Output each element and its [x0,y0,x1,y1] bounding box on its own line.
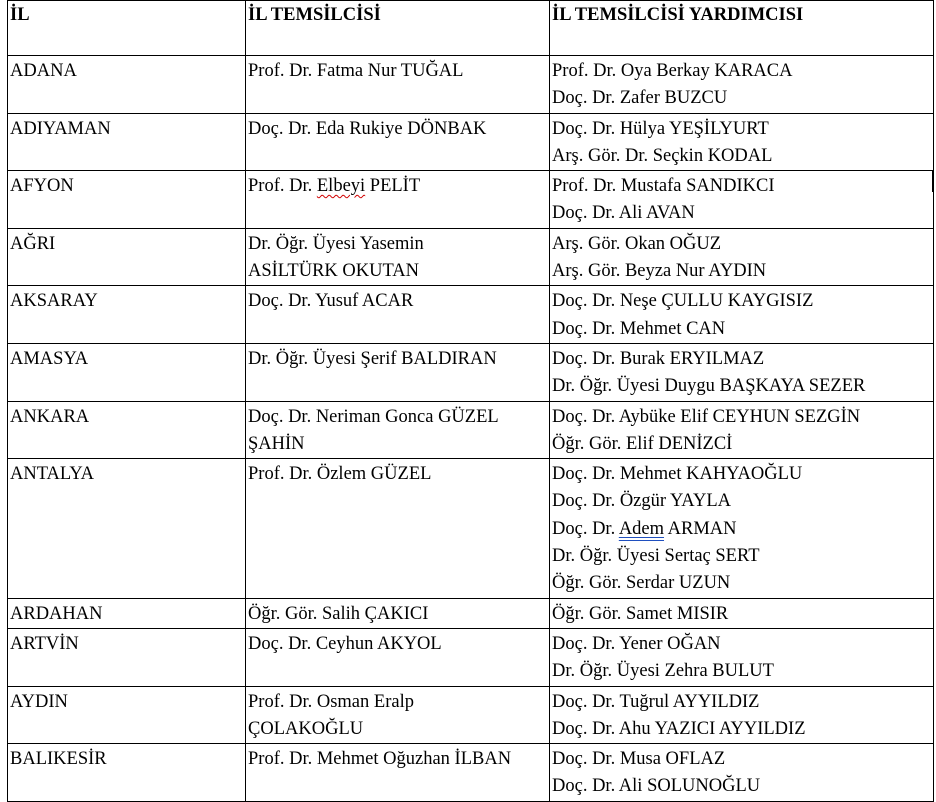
cell-temsilci [246,286,550,344]
il-name: AMASYA [10,348,89,369]
cell-il [8,113,246,171]
table-row [8,113,934,171]
il-name: ARTVİN [10,633,79,654]
il-name: BALIKESİR [10,749,107,770]
temsilci-line: Prof. Dr. Elbeyi PELİT [248,176,421,197]
table-row [8,598,934,628]
cell-yardimci [550,744,934,802]
il-name: AĞRI [10,233,56,254]
temsilci-line: Doç. Dr. Neriman Gonca GÜZEL [248,406,499,427]
cell-yardimci [550,401,934,459]
yardimci-line: Dr. Öğr. Üyesi Duygu BAŞKAYA SEZER [552,376,866,397]
il-name: ADIYAMAN [10,118,111,139]
cell-il [8,343,246,401]
yardimci-line: Arş. Gör. Dr. Seçkin KODAL [552,145,773,166]
cell-il [8,286,246,344]
yardimci-line: Öğr. Gör. Elif DENİZCİ [552,433,733,454]
cell-yardimci [550,686,934,744]
edge-mark [932,170,933,192]
cell-temsilci [246,113,550,171]
table-row [8,401,934,459]
temsilci-line: ÇOLAKOĞLU [248,718,364,739]
cell-yardimci [550,598,934,628]
temsilci-line: Prof. Dr. Osman Eralp [248,691,414,712]
cell-il [8,628,246,686]
temsilci-line: ASİLTÜRK OKUTAN [248,261,420,282]
cell-il [8,459,246,598]
temsilci-line: Doç. Dr. Yusuf ACAR [248,291,414,312]
yardimci-line: Doç. Dr. Burak ERYILMAZ [552,348,765,369]
cell-temsilci [246,598,550,628]
cell-il [8,171,246,229]
cell-il [8,744,246,802]
table-row [8,744,934,802]
yardimci-line: Doç. Dr. Ahu YAZICI AYYILDIZ [552,718,806,739]
yardimci-line: Doç. Dr. Mehmet CAN [552,318,726,339]
cell-yardimci [550,286,934,344]
yardimci-line: Doç. Dr. Aybüke Elif CEYHUN SEZGİN [552,406,861,427]
cell-yardimci [550,628,934,686]
yardimci-line: Doç. Dr. Yener OĞAN [552,633,721,654]
table-row [8,228,934,286]
cell-il [8,401,246,459]
table-row [8,343,934,401]
cell-yardimci [550,113,934,171]
il-name: AFYON [10,176,74,197]
header-il: İL [8,1,246,56]
yardimci-line: Dr. Öğr. Üyesi Zehra BULUT [552,661,774,682]
temsilci-line: Öğr. Gör. Salih ÇAKICI [248,603,429,624]
yardimci-line: Prof. Dr. Mustafa SANDIKCI [552,176,775,197]
table-body [8,56,934,802]
table-row [8,286,934,344]
table-row [8,686,934,744]
temsilci-line: Prof. Dr. Mehmet Oğuzhan İLBAN [248,749,512,770]
temsilci-line: ŞAHİN [248,433,305,454]
cell-yardimci [550,171,934,229]
yardimci-line: Arş. Gör. Okan OĞUZ [552,233,722,254]
cell-il [8,228,246,286]
representatives-table [7,0,934,802]
cell-temsilci [246,628,550,686]
cell-temsilci [246,56,550,114]
cell-temsilci [246,171,550,229]
table-row [8,459,934,598]
header-yardimci: İL TEMSİLCİSİ YARDIMCISI [550,1,934,56]
yardimci-line: Doç. Dr. Hülya YEŞİLYURT [552,118,769,139]
il-name: ANTALYA [10,464,95,485]
temsilci-line: Dr. Öğr. Üyesi Şerif BALDIRAN [248,348,497,369]
cell-yardimci [550,343,934,401]
cell-temsilci [246,401,550,459]
header-temsilci: İL TEMSİLCİSİ [246,1,550,56]
yardimci-line: Doç. Dr. Adem ARMAN [552,518,737,539]
yardimci-line: Doç. Dr. Özgür YAYLA [552,491,731,512]
cell-yardimci [550,56,934,114]
cell-yardimci [550,459,934,598]
yardimci-line: Öğr. Gör. Samet MISIR [552,603,729,624]
il-name: ARDAHAN [10,603,103,624]
table-row [8,171,934,229]
yardimci-line: Arş. Gör. Beyza Nur AYDIN [552,261,767,282]
temsilci-line: Prof. Dr. Fatma Nur TUĞAL [248,61,464,81]
temsilci-line: Prof. Dr. Özlem GÜZEL [248,464,432,485]
temsilci-line: Dr. Öğr. Üyesi Yasemin [248,233,424,254]
yardimci-line: Doç. Dr. Ali AVAN [552,203,695,224]
cell-temsilci [246,686,550,744]
il-name: AKSARAY [10,291,98,312]
temsilci-line: Doç. Dr. Ceyhun AKYOL [248,633,442,654]
yardimci-line: Doç. Dr. Tuğrul AYYILDIZ [552,691,760,712]
il-name: ANKARA [10,406,90,427]
cell-temsilci [246,343,550,401]
yardimci-line: Prof. Dr. Oya Berkay KARACA [552,61,793,81]
header-row [8,1,934,56]
yardimci-line: Doç. Dr. Musa OFLAZ [552,749,726,770]
temsilci-line: Doç. Dr. Eda Rukiye DÖNBAK [248,118,487,139]
cell-temsilci [246,744,550,802]
yardimci-line: Öğr. Gör. Serdar UZUN [552,573,731,594]
yardimci-line: Dr. Öğr. Üyesi Sertaç SERT [552,546,760,567]
yardimci-line: Doç. Dr. Ali SOLUNOĞLU [552,776,761,797]
il-name: ADANA [10,61,77,81]
table-row [8,56,934,114]
cell-yardimci [550,228,934,286]
yardimci-line: Doç. Dr. Mehmet KAHYAOĞLU [552,464,803,485]
cell-il [8,598,246,628]
cell-temsilci [246,459,550,598]
cell-il [8,56,246,114]
cell-il [8,686,246,744]
yardimci-line: Doç. Dr. Neşe ÇULLU KAYGISIZ [552,291,814,312]
cell-temsilci [246,228,550,286]
table-row [8,628,934,686]
yardimci-line: Doç. Dr. Zafer BUZCU [552,88,728,109]
il-name: AYDIN [10,691,68,712]
